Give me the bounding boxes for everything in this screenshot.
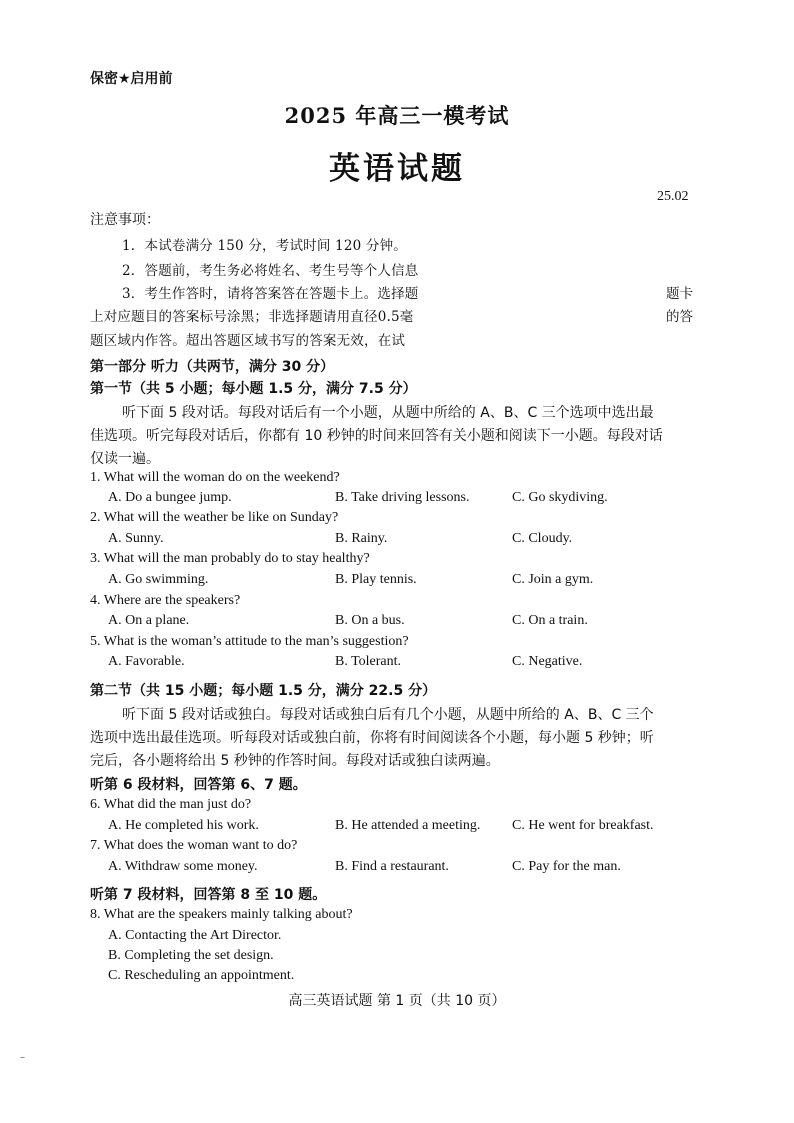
question-6: 6. What did the man just do? <box>90 797 252 812</box>
question-1: 1. What will the woman do on the weekend? <box>90 470 340 485</box>
question-5-option-a: A. Favorable. <box>108 654 185 669</box>
question-7: 7. What does the woman want to do? <box>90 838 298 853</box>
question-5-option-c: C. Negative. <box>512 654 583 669</box>
question-2-option-a: A. Sunny. <box>108 531 164 546</box>
question-4: 4. Where are the speakers? <box>90 593 241 608</box>
question-3: 3. What will the man probably do to stay healthy? <box>90 551 370 566</box>
material-6-heading: 听第 6 段材料，回答第 6、7 题。 <box>90 777 307 793</box>
page-footer: 高三英语试题 第 1 页（共 10 页） <box>288 993 506 1009</box>
notice-line-2: 2．答题前，考生务必将姓名、考生号等个人信息 <box>122 263 419 279</box>
question-8-option-b: B. Completing the set design. <box>108 948 274 963</box>
question-4-option-a: A. On a plane. <box>108 613 190 628</box>
question-3-option-c: C. Join a gym. <box>512 572 594 587</box>
section-2-directions-line-1: 听下面 5 段对话或独白。每段对话或独白后有几个小题，从题中所给的 A、B、C 三个 <box>122 707 654 723</box>
notice-line-1: 1．本试卷满分 150 分，考试时间 120 分钟。 <box>122 238 407 254</box>
scan-mark: – <box>20 1052 25 1063</box>
notice-right-fragment-2: 的答 <box>666 309 693 325</box>
section-2-directions-line-3: 完后，各小题将给出 5 秒钟的作答时间。每段对话或独白读两遍。 <box>90 753 500 769</box>
exam-date: 25.02 <box>657 189 689 204</box>
question-1-option-a: A. Do a bungee jump. <box>108 490 232 505</box>
question-4-option-c: C. On a train. <box>512 613 588 628</box>
material-7-heading: 听第 7 段材料，回答第 8 至 10 题。 <box>90 887 327 903</box>
question-6-option-c: C. He went for breakfast. <box>512 818 654 833</box>
notice-line-3b: 上对应题目的答案标号涂黑；非选择题请用直径0.5毫 <box>90 309 414 325</box>
section-1-directions-line-1: 听下面 5 段对话。每段对话后有一个小题，从题中所给的 A、B、C 三个选项中选出最 <box>122 405 654 421</box>
subject-title: 英语试题 <box>329 151 465 187</box>
question-4-option-b: B. On a bus. <box>335 613 405 628</box>
notice-right-fragment-1: 题卡 <box>666 286 693 302</box>
section-2-directions-line-2: 选项中选出最佳选项。听每段对话或独白前，你将有时间阅读各个小题，每小题 5 秒钟；听 <box>90 730 654 746</box>
question-5: 5. What is the woman’s attitude to the man’s suggestion? <box>90 634 409 649</box>
question-8-option-c: C. Rescheduling an appointment. <box>108 968 295 983</box>
question-8: 8. What are the speakers mainly talking about? <box>90 907 353 922</box>
notice-line-3a: 3．考生作答时，请将答案答在答题卡上。选择题 <box>122 286 419 302</box>
notice-heading: 注意事项： <box>90 212 160 228</box>
section-1-directions-line-3: 仅读一遍。 <box>90 451 160 467</box>
question-3-option-b: B. Play tennis. <box>335 572 417 587</box>
question-7-option-c: C. Pay for the man. <box>512 859 621 874</box>
question-3-option-a: A. Go swimming. <box>108 572 209 587</box>
question-1-option-c: C. Go skydiving. <box>512 490 608 505</box>
question-7-option-a: A. Withdraw some money. <box>108 859 258 874</box>
question-6-option-a: A. He completed his work. <box>108 818 259 833</box>
section-1-directions-line-2: 佳选项。听完每段对话后，你都有 10 秒钟的时间来回答有关小题和阅读下一小题。每段对话 <box>90 428 663 444</box>
section-2-title: 第二节（共 15 小题；每小题 1.5 分，满分 22.5 分） <box>90 683 437 699</box>
notice-line-3c: 题区域内作答。超出答题区域书写的答案无效，在试 <box>90 333 406 349</box>
question-2: 2. What will the weather be like on Sunday? <box>90 510 339 525</box>
section-1-title: 第一节（共 5 小题；每小题 1.5 分，满分 7.5 分） <box>90 381 417 397</box>
question-5-option-b: B. Tolerant. <box>335 654 402 669</box>
question-8-option-a: A. Contacting the Art Director. <box>108 928 282 943</box>
confidential-label: 保密★启用前 <box>90 71 173 87</box>
question-7-option-b: B. Find a restaurant. <box>335 859 449 874</box>
part-1-title: 第一部分 听力（共两节，满分 30 分） <box>90 359 335 375</box>
question-2-option-c: C. Cloudy. <box>512 531 573 546</box>
question-2-option-b: B. Rainy. <box>335 531 388 546</box>
question-1-option-b: B. Take driving lessons. <box>335 490 470 505</box>
question-6-option-b: B. He attended a meeting. <box>335 818 481 833</box>
exam-title: 2025 年高三一模考试 <box>284 103 510 128</box>
